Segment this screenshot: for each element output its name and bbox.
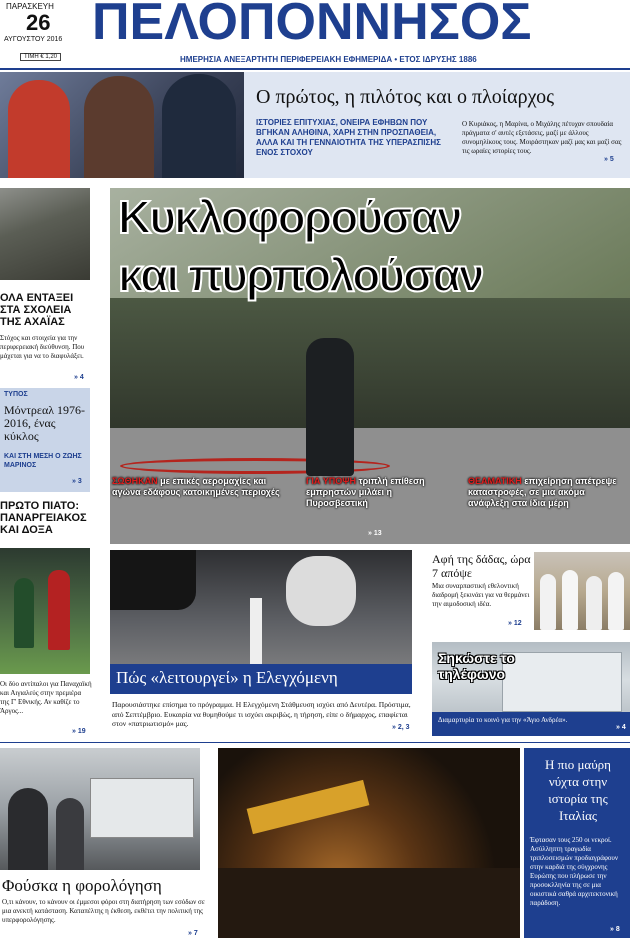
- tax-office-photo: [0, 748, 200, 870]
- banner-body: Ο Κυριάκος, η Μαρίνα, ο Μιχάλης πέτυχαν σπουδαία πράγματα σ' αυτές εξετάσεις, μαζί με άλλους συνομηλίκους τους. Μοιράστηκαν μαζί μας και μαζί σας τις ωραίες ιστορίες τους.: [462, 120, 622, 155]
- parking-title: Πώς «λειτουργεί» η Ελεγχόμενη: [116, 668, 338, 687]
- rubble: [218, 868, 520, 938]
- lead-caption-spectacular-highlight: ΘΕΑΜΑΤΙΚΗ: [468, 476, 522, 486]
- runner-2: [562, 570, 578, 630]
- phone-title: Σηκώστε το τηλέφωνο: [438, 650, 515, 682]
- students-photo: [0, 72, 244, 178]
- school-photo: [0, 188, 90, 280]
- issue-price: ΤΙΜΗ € 1,20: [20, 53, 61, 61]
- tax-person-2: [56, 798, 84, 870]
- runner-1: [540, 574, 556, 630]
- typos-subtitle: ΚΑΙ ΣΤΗ ΜΕΣΗ Ο ΖΩΗΣ ΜΑΡΙΝΟΣ: [4, 453, 82, 469]
- phone-ref: » 4: [616, 724, 626, 731]
- italy-box: [524, 748, 630, 938]
- lead-caption-spectacular-text: επιχείρηση απέτρεψε καταστροφές, σε μια ακόμα ανάφλεξη στα ίδια μέρη: [468, 476, 617, 508]
- issue-day: ΠΑΡΑΣΚΕΥΗ: [6, 2, 54, 11]
- story-schools-title: ΟΛΑ ΕΝΤΑΞΕΙ ΣΤΑ ΣΧΟΛΕΙΑ ΤΗΣ ΑΧΑΪΑΣ: [0, 292, 74, 328]
- italy-quake-photo: [218, 748, 520, 938]
- parking-body: Παρουσιάστηκε επίσημα το πρόγραμμα. Η Ελεγχόμενη Στάθμευση ισχύει από Δευτέρα. Πρόστιμα, από Σεπτέμβριο. Ευκαιρία να θυμηθούμε τι ισχύει ακριβώς, η τήρηση, είπε ο δήμαρχος, επαφίεται στον «πατριωτισμό» μας.: [112, 700, 411, 728]
- lead-caption-saved: [112, 476, 280, 498]
- runner-3: [586, 576, 602, 630]
- tax-body: Ο,τι κάνουν, το κάνουν οι έμμεσοι φόροι στη διατήρηση των εσόδων σε μια ανεκτή κατάσταση. Καταπέλτης η έκθεση, εκθέτει την πολιτική της υπερφορολόγησης.: [2, 898, 205, 924]
- parking-title-box: [110, 664, 412, 694]
- typos-label: ΤΥΠΟΣ: [4, 391, 28, 398]
- lead-page-ref: » 13: [368, 530, 382, 537]
- tax-counter: [90, 778, 194, 838]
- phone-body: Διαμαρτυρία το κοινό για την «Άγιο Ανδρέα».: [438, 716, 568, 724]
- story-derby-body: Οι δύο αντίπαλοι για Παναχαϊκή και Αιγιαλεύς στην πρεμιέρα της Γ' Εθνικής. Αν καθίζε το Άργος...: [0, 680, 92, 715]
- runners-photo: [534, 552, 630, 630]
- scooter: [286, 556, 356, 626]
- student-figure-3: [162, 74, 236, 178]
- lead-headline-1: Κυκλοφορούσαν: [118, 191, 461, 243]
- tax-title: Φούσκα η φορολόγηση: [2, 876, 162, 895]
- top-banner: [0, 72, 630, 178]
- tax-person-1: [8, 788, 48, 870]
- italy-ref: » 8: [610, 926, 620, 933]
- firefighter-figure: [306, 338, 354, 476]
- italy-title: Η πιο μαύρη νύχτα στην ιστορία της Ιταλίας: [545, 757, 611, 823]
- issue-month-year: ΑΥΓΟΥΣΤΟΥ 2016: [4, 36, 63, 43]
- run-title: Αφή της δάδας, ώρα 7 απόψε: [432, 552, 531, 580]
- tax-ref: » 7: [188, 930, 198, 937]
- masthead: [0, 0, 630, 70]
- typos-box: [0, 388, 90, 492]
- run-body: Μια συναρπαστική εθελοντική διαδρομή ξεκινάει για να θερμάνει την αιμοδοσική ιδέα.: [432, 582, 530, 608]
- lead-caption-saved-highlight: ΣΩΘΗΚΑΝ: [112, 476, 158, 486]
- excavator: [247, 780, 370, 834]
- story-schools-body: Στόχος και στοιχεία για την περιφερειακή διεύθυνση. Που μάχεται για να το διαφυλάξει.: [0, 334, 85, 360]
- newspaper-title: ΠΕΛΟΠΟΝΝΗΣΟΣ: [92, 0, 532, 51]
- run-ref: » 12: [508, 620, 522, 627]
- newspaper-subtitle: ΗΜΕΡΗΣΙΑ ΑΝΕΞΑΡΤΗΤΗ ΠΕΡΙΦΕΡΕΙΑΚΗ ΕΦΗΜΕΡΙΔΑ • ΕΤΟΣ ΙΔΡΥΣΗΣ 1886: [180, 55, 477, 64]
- banner-page-ref: » 5: [604, 156, 614, 163]
- story-derby-ref: » 19: [72, 728, 86, 735]
- italy-body: Έφτασαν τους 250 οι νεκροί. Ασύλληπτη τραγωδία τριπλοσεισμών προδιαγράφουν στην καρδιά της σύγχρονης Ευρώπης που πλήρωσε την προσοκλληνία της σε μια οικιστικά σαθρά αρχιτεκτονική παράδοση.: [530, 836, 619, 907]
- banner-kicker: ΙΣΤΟΡΙΕΣ ΕΠΙΤΥΧΙΑΣ, ΟΝΕΙΡΑ ΕΦΗΒΩΝ ΠΟΥ ΒΓΗΚΑΝ ΑΛΗΘΙΝΑ, ΧΑΡΗ ΣΤΗΝ ΠΡΟΣΠΑΘΕΙΑ, ΑΛΛΑ ΚΑΙ ΤΗ ΓΕΝΝΑΙΟΤΗΤΑ ΤΗΣ ΥΠΕΡΑΣΠΙΣΗΣ ΕΝΟΣ ΣΤΟΧΟΥ: [256, 118, 441, 157]
- player-green: [14, 578, 34, 648]
- student-figure-2: [84, 76, 154, 178]
- story-derby-title: ΠΡΩΤΟ ΠΙΑΤΟ: ΠΑΝΑΡΓΕΙΑΚΟΣ ΚΑΙ ΔΟΞΑ: [0, 500, 87, 536]
- lead-headline-2: και πυρπολούσαν: [118, 249, 483, 301]
- bottom-divider: [0, 742, 630, 743]
- left-column: [0, 188, 104, 744]
- lead-caption-suspicion-text: τριπλή επίθεση εμπρηστών μιλάει η Πυροσβεστική: [306, 476, 425, 508]
- parked-car: [110, 550, 196, 610]
- hospital-photo: [432, 642, 630, 736]
- runner-4: [608, 572, 624, 630]
- parking-ref: » 2, 3: [392, 724, 410, 731]
- story-schools-ref: » 4: [74, 374, 84, 381]
- masthead-divider: [0, 68, 630, 70]
- banner-headline: Ο πρώτος, η πιλότος και ο πλοίαρχος: [256, 86, 554, 108]
- lead-caption-saved-text: με επικές αερομαχίες και αγώνα εδάφους κατοικημένες περιοχές: [112, 476, 280, 497]
- lead-captions: [110, 476, 630, 536]
- football-photo: [0, 548, 90, 674]
- typos-ref: » 3: [72, 478, 82, 485]
- lead-caption-suspicion: [306, 476, 456, 509]
- typos-title: Μόντρεαλ 1976-2016, ένας κύκλος: [4, 403, 86, 443]
- issue-date-number: 26: [26, 10, 51, 35]
- lead-caption-spectacular: [468, 476, 628, 509]
- player-red: [48, 570, 70, 650]
- lead-caption-suspicion-highlight: ΓΙΑ ΥΠΟΨΗ: [306, 476, 357, 486]
- student-figure-1: [8, 80, 70, 178]
